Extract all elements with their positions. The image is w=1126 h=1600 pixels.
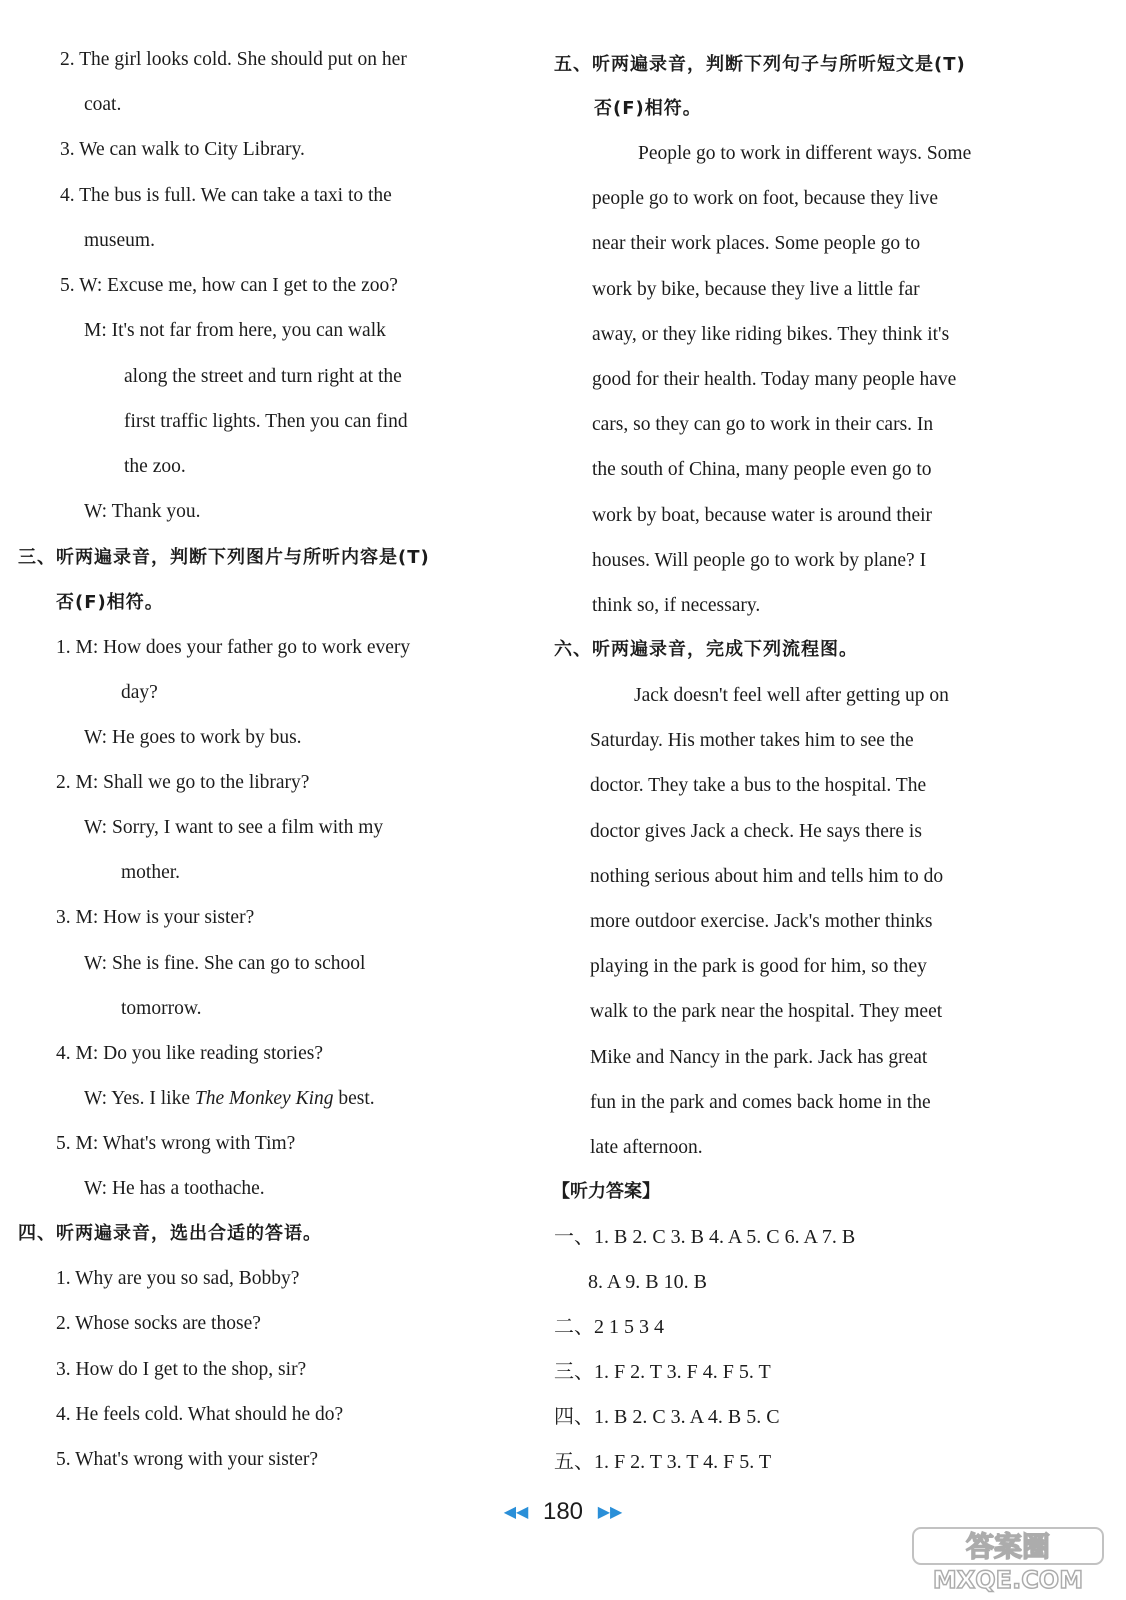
left-item5-m2: along the street and turn right at the [124, 366, 402, 387]
watermark-top-text: 答案圈 [965, 1530, 1051, 1563]
s3-item3-w2: tomorrow. [121, 998, 202, 1019]
answers-3: 三、1. F 2. T 3. F 4. F 5. T [554, 1361, 771, 1383]
s4-item2: 2. Whose socks are those? [56, 1313, 261, 1334]
passage-line: think so, if necessary. [592, 595, 761, 616]
passage-line: late afternoon. [590, 1137, 703, 1158]
passage-line: houses. Will people go to work by plane? I [592, 549, 927, 571]
passage-line: Mike and Nancy in the park. Jack has great [590, 1046, 928, 1068]
left-item5-w2: W: Thank you. [84, 501, 201, 522]
passage-line: Saturday. His mother takes him to see the [590, 730, 914, 752]
passage-line: fun in the park and comes back home in the [590, 1091, 931, 1113]
section6-title: 六、听两遍录音，完成下列流程图。 [554, 639, 858, 660]
answers-1: 一、1. B 2. C 3. B 4. A 5. C 6. A 7. B [554, 1226, 856, 1248]
prev-arrows-icon: ◀◀ [503, 1503, 529, 1521]
section3-title-line2: 否(F)相符。 [56, 592, 164, 613]
s3-item3-w: W: She is fine. She can go to school [84, 953, 366, 974]
left-item5-m4: the zoo. [124, 456, 186, 477]
section4-title: 四、听两遍录音，选出合适的答语。 [18, 1223, 322, 1244]
passage-line: nothing serious about him and tells him to do [590, 865, 944, 887]
s3-item2-w2: mother. [121, 862, 181, 883]
passage-line: playing in the park is good for him, so they [590, 956, 927, 978]
s3-item2-w: W: Sorry, I want to see a film with my [84, 817, 384, 838]
answers-1b: 8. A 9. B 10. B [588, 1271, 707, 1293]
section5-title-line1: 五、听两遍录音，判断下列句子与所听短文是(T) [554, 54, 966, 75]
s3-item3-m: 3. M: How is your sister? [56, 907, 255, 928]
passage-line: good for their health. Today many people have [592, 369, 957, 390]
page-number: 180 [542, 1497, 584, 1525]
answers-5: 五、1. F 2. T 3. T 4. F 5. T [554, 1451, 772, 1473]
passage-line: work by bike, because they live a little far [592, 278, 920, 300]
book-title: The Monkey King [194, 1088, 334, 1109]
s3-item2-m: 2. M: Shall we go to the library? [56, 772, 310, 793]
s3-item5-w: W: He has a toothache. [84, 1178, 265, 1199]
passage-line: more outdoor exercise. Jack's mother thinks [590, 911, 933, 932]
s3-item4-w-b: best. [333, 1088, 375, 1109]
watermark-bottom-text: MXQE.COM [932, 1566, 1084, 1594]
left-item5-m1: M: It's not far from here, you can walk [84, 320, 386, 341]
answers-title: 【听力答案】 [552, 1181, 660, 1202]
page-footer [0, 1497, 1126, 1526]
left-item4-line1: 4. The bus is full. We can take a taxi to the [60, 185, 392, 206]
passage-line: away, or they like riding bikes. They think it's [592, 323, 950, 345]
section3-title-line1: 三、听两遍录音，判断下列图片与所听内容是(T) [18, 547, 430, 568]
s4-item4: 4. He feels cold. What should he do? [56, 1404, 344, 1425]
passage-line: People go to work in different ways. Some [638, 143, 972, 164]
watermark-logo [907, 1524, 1112, 1594]
s3-item4-m: 4. M: Do you like reading stories? [56, 1043, 323, 1064]
left-item5-m3: first traffic lights. Then you can find [124, 411, 408, 432]
passage-line: work by boat, because water is around their [592, 504, 933, 526]
s3-item1-m2: day? [121, 682, 158, 703]
s4-item5: 5. What's wrong with your sister? [56, 1449, 319, 1470]
s3-item4-w-a: W: Yes. I like [84, 1088, 195, 1109]
passage-line: Jack doesn't feel well after getting up on [634, 685, 949, 706]
s4-item3: 3. How do I get to the shop, sir? [56, 1359, 307, 1380]
passage-line: people go to work on foot, because they live [592, 188, 939, 210]
s4-item1: 1. Why are you so sad, Bobby? [56, 1268, 300, 1289]
left-item2-line1: 2. The girl looks cold. She should put on her [60, 49, 407, 70]
left-item2-line2: coat. [84, 94, 122, 115]
s3-item1-m: 1. M: How does your father go to work every [56, 637, 411, 658]
answers-2: 二、2 1 5 3 4 [554, 1316, 664, 1338]
passage-line: the south of China, many people even go to [592, 459, 932, 481]
answers-4: 四、1. B 2. C 3. A 4. B 5. C [554, 1406, 780, 1428]
left-item5-w1: 5. W: Excuse me, how can I get to the zoo? [60, 275, 398, 296]
next-arrows-icon: ▶▶ [597, 1503, 623, 1521]
s3-item1-w: W: He goes to work by bus. [84, 727, 302, 748]
left-item3: 3. We can walk to City Library. [60, 139, 305, 160]
s3-item4-w [84, 1086, 375, 1112]
section5-title-line2: 否(F)相符。 [594, 98, 702, 119]
passage-line: walk to the park near the hospital. They meet [590, 1001, 943, 1023]
s3-item5-m: 5. M: What's wrong with Tim? [56, 1133, 296, 1154]
passage-line: near their work places. Some people go to [592, 233, 921, 255]
passage-line: doctor. They take a bus to the hospital. The [590, 775, 927, 797]
passage-line: cars, so they can go to work in their cars. In [592, 414, 934, 436]
left-item4-line2: museum. [84, 230, 155, 251]
passage-line: doctor gives Jack a check. He says there is [590, 820, 922, 842]
